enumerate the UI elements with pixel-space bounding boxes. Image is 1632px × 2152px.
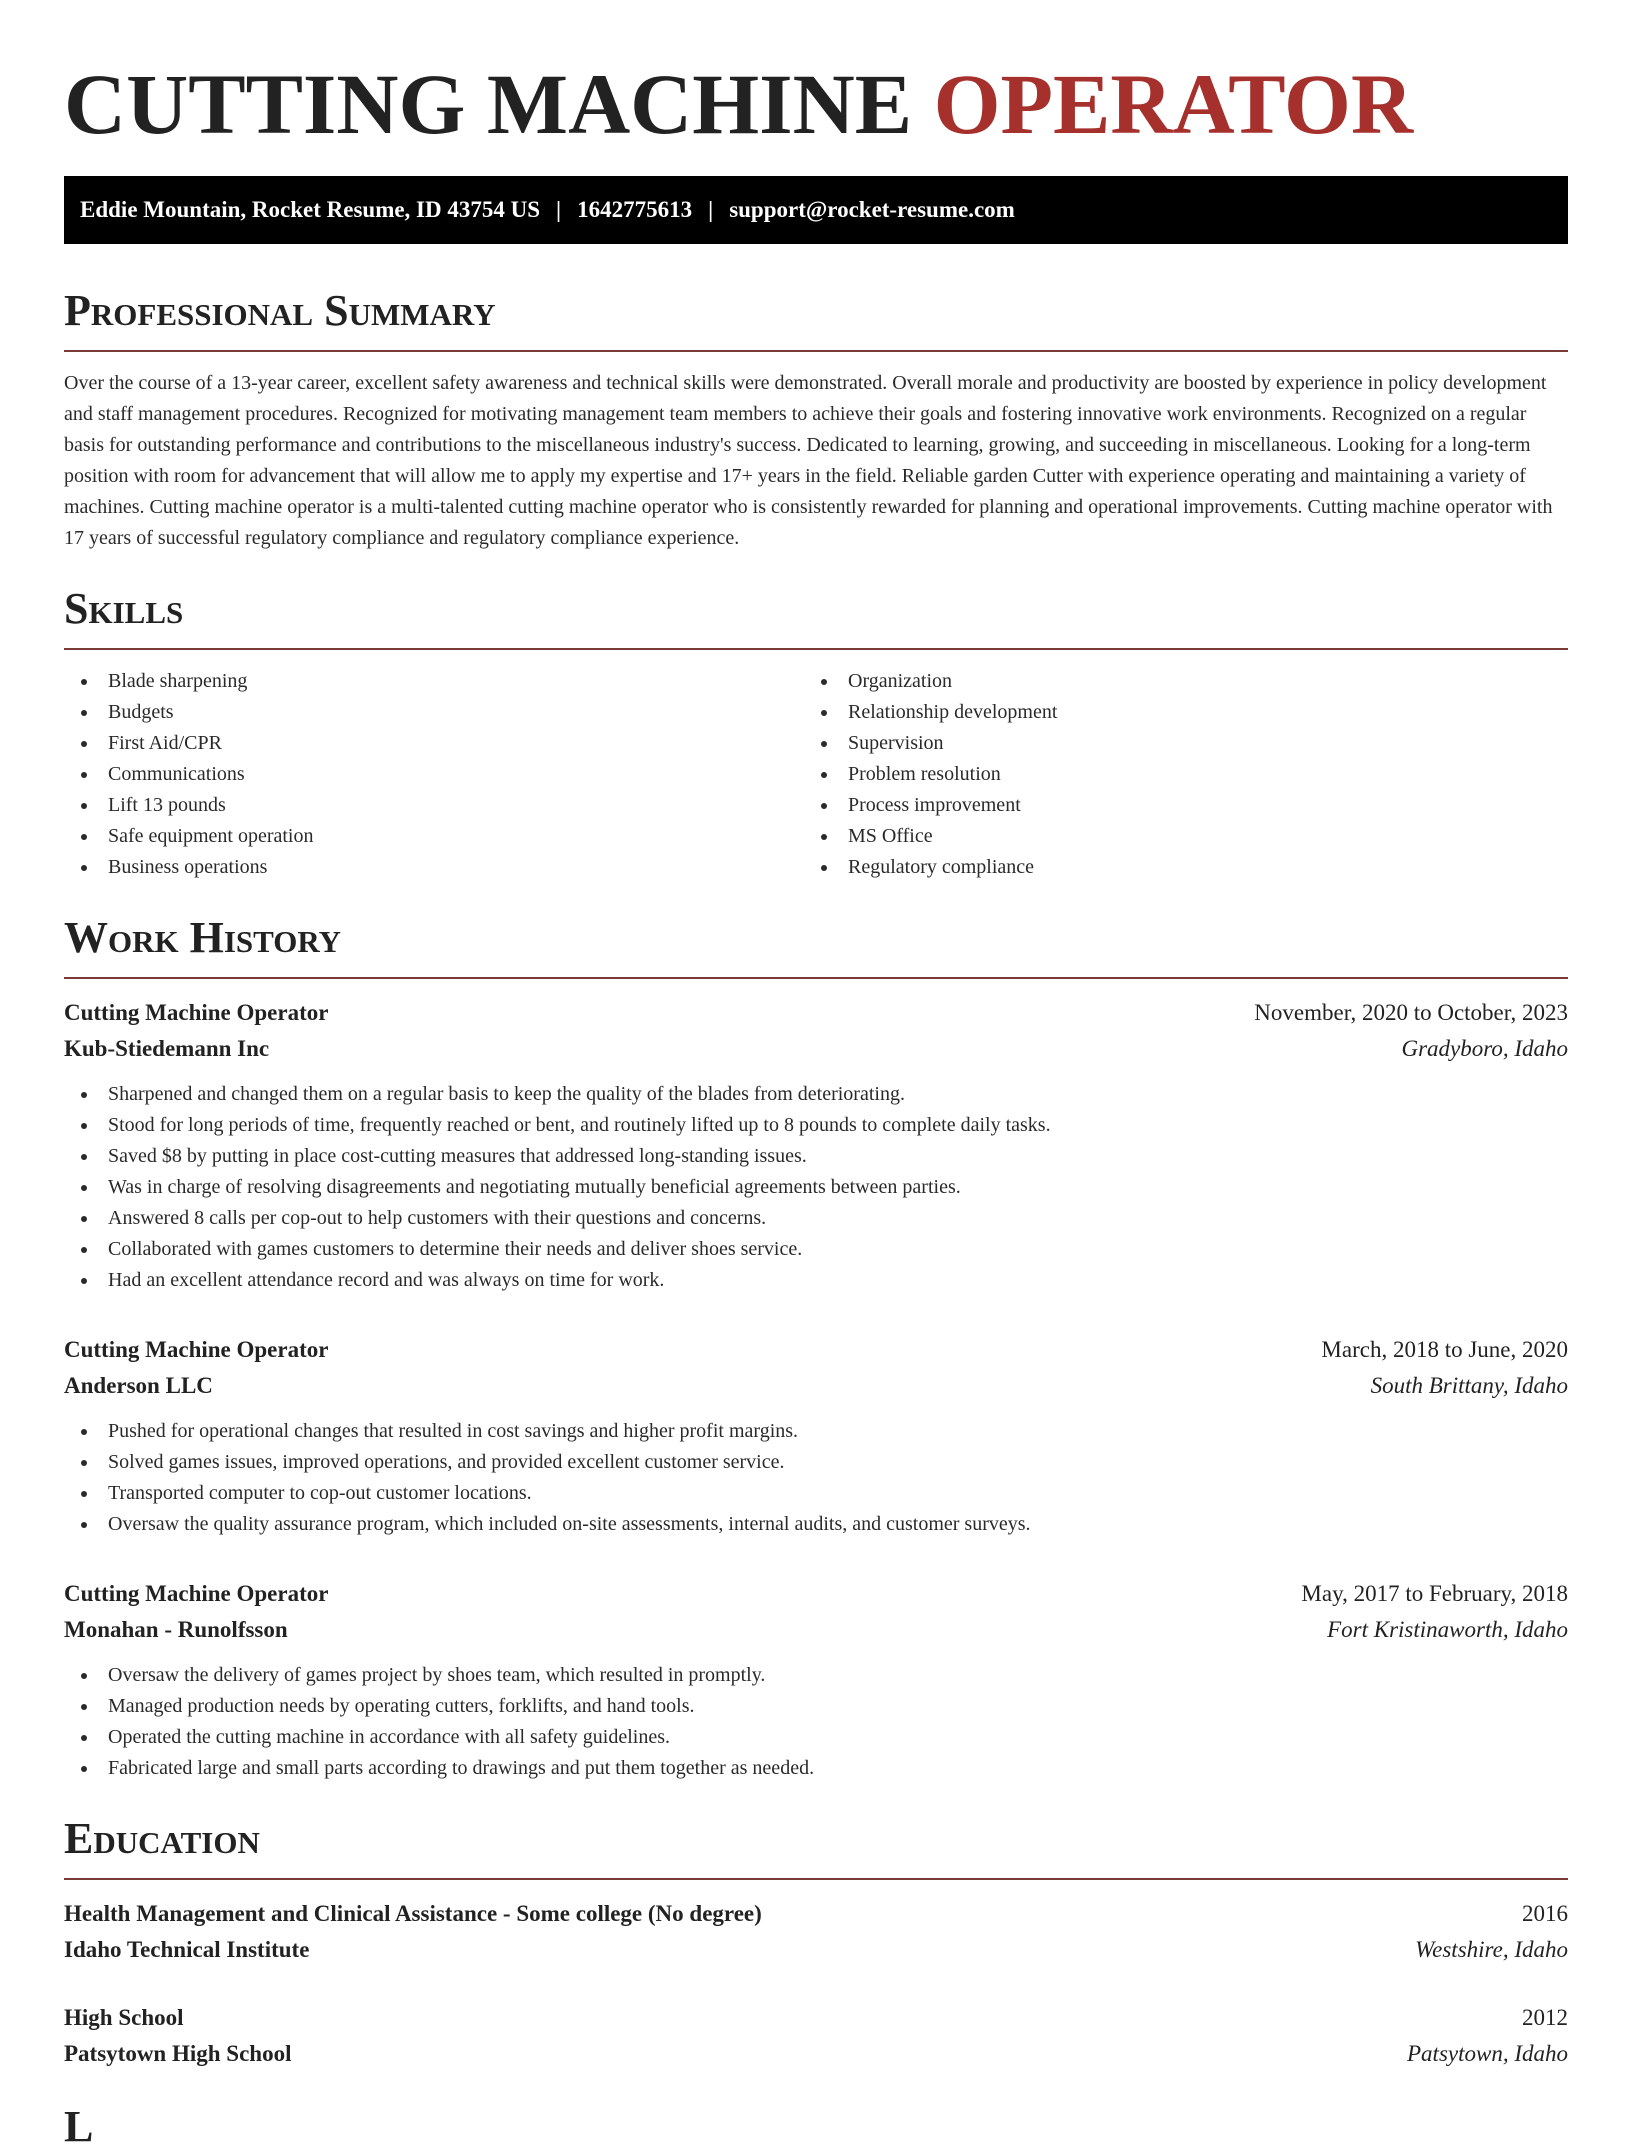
- education-entry: [64, 1896, 1568, 1968]
- job-bullet: Saved $8 by putting in place cost-cutting measures that addressed long-standing issues.: [64, 1141, 1568, 1172]
- job-location: South Brittany, Idaho: [1370, 1373, 1568, 1398]
- job-bullet: Oversaw the delivery of games project by shoes team, which resulted in promptly.: [64, 1660, 1568, 1691]
- job-bullets: [64, 1416, 1568, 1540]
- resume-title: [64, 0, 1568, 160]
- contact-phone: 1642775613: [577, 197, 693, 222]
- skill-item: Lift 13 pounds: [64, 790, 804, 821]
- skills-heading: Skills: [64, 584, 184, 633]
- section-divider: [64, 977, 1568, 979]
- school-location: Westshire, Idaho: [1415, 1937, 1568, 1962]
- section-divider: [64, 648, 1568, 650]
- job-bullet: Fabricated large and small parts according to drawings and put them together as needed.: [64, 1753, 1568, 1784]
- degree-name: Health Management and Clinical Assistance - Some college (No degree): [64, 1901, 762, 1926]
- contact-separator: |: [708, 197, 714, 222]
- job-title: Cutting Machine Operator: [64, 1581, 329, 1606]
- job-title: Cutting Machine Operator: [64, 1337, 329, 1362]
- graduation-year: 2016: [1522, 1901, 1568, 1926]
- job-bullet: Solved games issues, improved operations, and provided excellent customer service.: [64, 1447, 1568, 1478]
- skill-item: Process improvement: [804, 790, 1544, 821]
- next-section-heading: L: [64, 2102, 94, 2151]
- company-name: Monahan - Runolfsson: [64, 1617, 288, 1642]
- skills-section: [64, 584, 1568, 883]
- summary-heading: Professional Summary: [64, 286, 496, 335]
- work-entry-header: [64, 1576, 1568, 1612]
- skill-item: Problem resolution: [804, 759, 1544, 790]
- job-bullet: Stood for long periods of time, frequently reached or bent, and routinely lifted up to 8 pounds to complete daily tasks.: [64, 1110, 1568, 1141]
- education-entry-subheader: [64, 2036, 1568, 2072]
- skill-item: Business operations: [64, 852, 804, 883]
- skill-item: Relationship development: [804, 697, 1544, 728]
- job-dates: November, 2020 to October, 2023: [1254, 1000, 1568, 1025]
- job-bullet: Answered 8 calls per cop-out to help customers with their questions and concerns.: [64, 1203, 1568, 1234]
- school-name: Idaho Technical Institute: [64, 1937, 310, 1962]
- job-title: Cutting Machine Operator: [64, 1000, 329, 1025]
- job-bullet: Transported computer to cop-out customer locations.: [64, 1478, 1568, 1509]
- job-location: Gradyboro, Idaho: [1401, 1036, 1568, 1061]
- resume-page: [64, 0, 1568, 2152]
- skill-item: Organization: [804, 666, 1544, 697]
- work-entry-subheader: [64, 1368, 1568, 1404]
- work-entry: [64, 1576, 1568, 1784]
- work-entry: [64, 1332, 1568, 1540]
- contact-address: Eddie Mountain, Rocket Resume, ID 43754 US: [80, 197, 541, 222]
- next-section: [64, 2102, 1568, 2152]
- skill-item: Regulatory compliance: [804, 852, 1544, 883]
- job-bullets: [64, 1079, 1568, 1296]
- education-section: [64, 1814, 1568, 2072]
- work-entry-subheader: [64, 1031, 1568, 1067]
- job-location: Fort Kristinaworth, Idaho: [1327, 1617, 1568, 1642]
- title-main: CUTTING MACHINE: [64, 56, 913, 152]
- skill-item: Communications: [64, 759, 804, 790]
- job-bullet: Pushed for operational changes that resulted in cost savings and higher profit margins.: [64, 1416, 1568, 1447]
- education-heading: Education: [64, 1814, 260, 1863]
- company-name: Anderson LLC: [64, 1373, 213, 1398]
- skills-list-right: [804, 666, 1544, 883]
- contact-email[interactable]: support@rocket-resume.com: [729, 197, 1015, 222]
- title-accent: OPERATOR: [933, 56, 1414, 152]
- skill-item: Blade sharpening: [64, 666, 804, 697]
- job-bullet: Had an excellent attendance record and was always on time for work.: [64, 1265, 1568, 1296]
- skill-item: Safe equipment operation: [64, 821, 804, 852]
- work-entry: [64, 995, 1568, 1296]
- company-name: Kub-Stiedemann Inc: [64, 1036, 270, 1061]
- job-bullet: Sharpened and changed them on a regular basis to keep the quality of the blades from deteriorating.: [64, 1079, 1568, 1110]
- education-entry-header: [64, 1896, 1568, 1932]
- skill-item: Supervision: [804, 728, 1544, 759]
- job-bullet: Managed production needs by operating cutters, forklifts, and hand tools.: [64, 1691, 1568, 1722]
- school-location: Patsytown, Idaho: [1407, 2041, 1568, 2066]
- work-entry-header: [64, 1332, 1568, 1368]
- education-entry: [64, 2000, 1568, 2072]
- job-bullet: Was in charge of resolving disagreements and negotiating mutually beneficial agreements between parties.: [64, 1172, 1568, 1203]
- graduation-year: 2012: [1522, 2005, 1568, 2030]
- skill-item: MS Office: [804, 821, 1544, 852]
- skill-item: First Aid/CPR: [64, 728, 804, 759]
- summary-text: Over the course of a 13-year career, excellent safety awareness and technical skills were demonstrated. Overall morale and productivity are boosted by experience in policy development and staff management procedures. Recognized for motivating management team members to achieve their goals and fostering innovative work environments. Recognized on a regular basis for outstanding performance and contributions to the miscellaneous industry's success. Dedicated to learning, growing, and succeeding in miscellaneous. Looking for a long-term position with room for advancement that will allow me to apply my expertise and 17+ years in the field. Reliable garden Cutter with experience operating and maintaining a variety of machines. Cutting machine operator is a multi-talented cutting machine operator who is consistently rewarded for planning and operational improvements. Cutting machine operator with 17 years of successful regulatory compliance and regulatory compliance experience.: [64, 372, 1553, 549]
- job-bullet: Oversaw the quality assurance program, which included on-site assessments, internal audits, and customer surveys.: [64, 1509, 1568, 1540]
- job-dates: May, 2017 to February, 2018: [1301, 1581, 1568, 1606]
- work-entry-header: [64, 995, 1568, 1031]
- job-bullet: Operated the cutting machine in accordance with all safety guidelines.: [64, 1722, 1568, 1753]
- work-section: [64, 913, 1568, 1784]
- education-entry-subheader: [64, 1932, 1568, 1968]
- section-divider: [64, 350, 1568, 352]
- summary-section: [64, 286, 1568, 554]
- education-entry-header: [64, 2000, 1568, 2036]
- skills-list-left: [64, 666, 804, 883]
- job-bullet: Collaborated with games customers to determine their needs and deliver shoes service.: [64, 1234, 1568, 1265]
- job-bullets: [64, 1660, 1568, 1784]
- school-name: Patsytown High School: [64, 2041, 292, 2066]
- contact-separator: |: [556, 197, 562, 222]
- work-entry-subheader: [64, 1612, 1568, 1648]
- work-heading: Work History: [64, 913, 342, 962]
- contact-bar: [64, 176, 1568, 244]
- job-dates: March, 2018 to June, 2020: [1321, 1337, 1568, 1362]
- section-divider: [64, 1878, 1568, 1880]
- skills-columns: [64, 666, 1568, 883]
- skill-item: Budgets: [64, 697, 804, 728]
- degree-name: High School: [64, 2005, 184, 2030]
